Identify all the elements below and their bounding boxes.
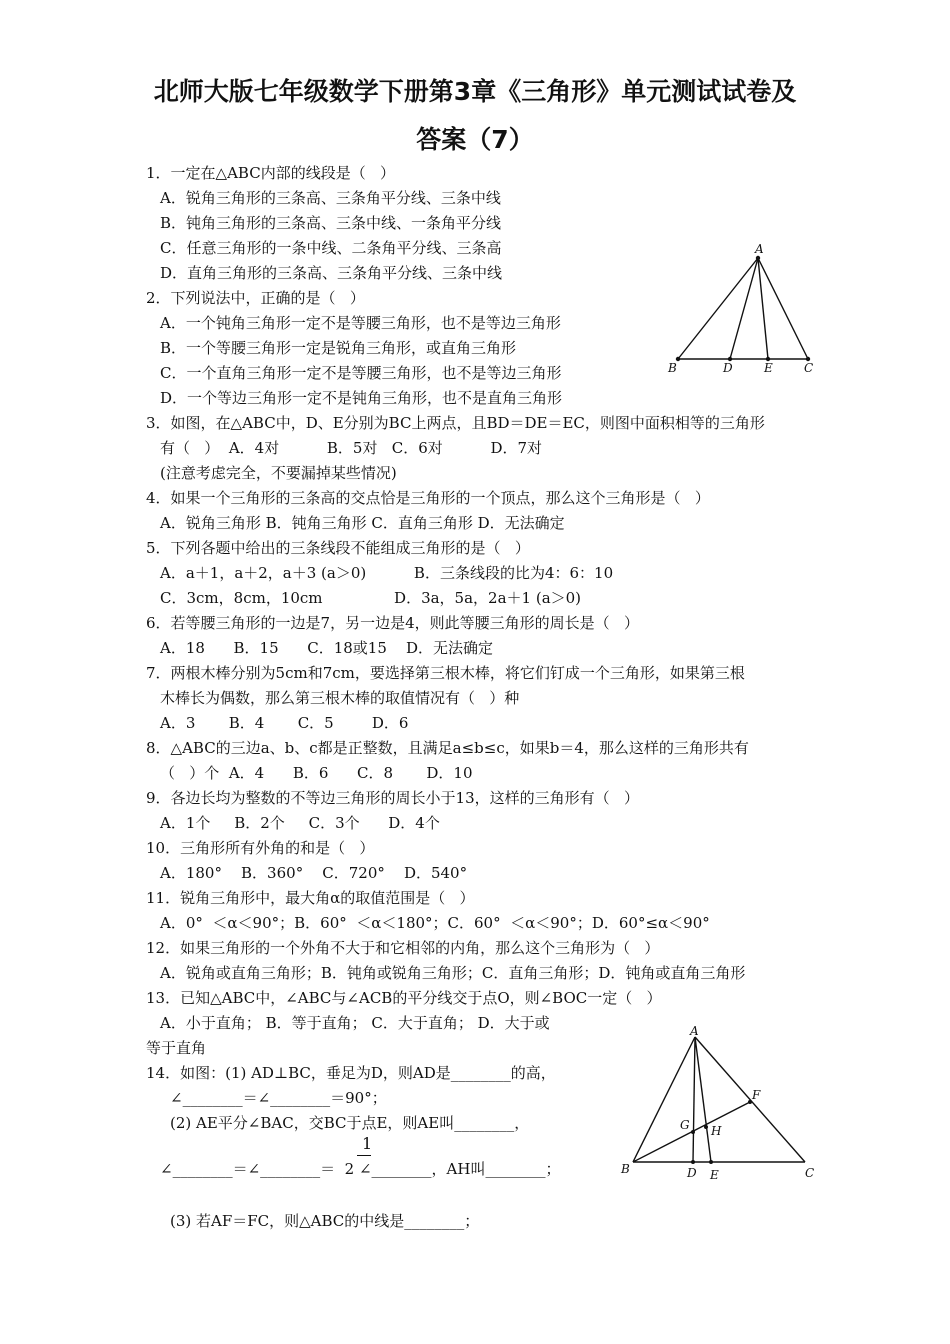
q14-part2: (2) AE平分∠BAC，交BC于点E，则AE叫________， bbox=[170, 1114, 530, 1132]
label-c2: C bbox=[805, 1166, 815, 1180]
question-14: 14．如图：(1) AD⊥BC，垂足为D，则AD是________的高， bbox=[146, 1064, 556, 1082]
label-d: D bbox=[723, 361, 733, 375]
q14-part2-angles: ∠________＝∠________＝ 2 ∠________，AH叫________； bbox=[160, 1160, 561, 1178]
q4-options: A．锐角三角形 B．钝角三角形 C．直角三角形 D．无法确定 bbox=[160, 514, 565, 532]
question-9: 9．各边长均为整数的不等边三角形的周长小于13，这样的三角形有（ ） bbox=[146, 789, 639, 807]
q1-option-c: C．任意三角形的一条中线、二条角平分线、三条高 bbox=[160, 239, 502, 257]
q2-option-c: C．一个直角三角形一定不是等腰三角形，也不是等边三角形 bbox=[160, 364, 562, 382]
q12-options: A．锐角或直角三角形；B．钝角或锐角三角形；C．直角三角形；D．钝角或直角三角形 bbox=[160, 964, 746, 982]
question-3: 3．如图，在△ABC中，D、E分别为BC上两点，且BD＝DE＝EC，则图中面积相等的三角形 bbox=[146, 414, 765, 432]
document-title-line1: 北师大版七年级数学下册第3章《三角形》单元测试试卷及 bbox=[153, 77, 797, 106]
question-8: 8．△ABC的三边a、b、c都是正整数，且满足a≤b≤c，如果b＝4，那么这样的三角形共有 bbox=[146, 739, 749, 757]
label-g2: G bbox=[680, 1118, 690, 1132]
question-7-cont: 木棒长为偶数，那么第三根木棒的取值情况有（ ）种 bbox=[160, 689, 520, 707]
label-a: A bbox=[755, 242, 764, 256]
q10-options: A．180° B．360° C．720° D．540° bbox=[160, 864, 468, 882]
figure-triangle-altitude-bisector-median bbox=[615, 1025, 825, 1185]
q6-options: A．18 B．15 C．18或15 D．无法确定 bbox=[160, 639, 493, 657]
figure-triangle-bde bbox=[660, 238, 830, 378]
document-title-line2: 答案（7） bbox=[416, 125, 534, 154]
fraction-numerator: 1 bbox=[362, 1134, 373, 1153]
q2-option-a: A．一个钝角三角形一定不是等腰三角形，也不是等边三角形 bbox=[160, 314, 561, 332]
question-7: 7．两根木棒分别为5cm和7cm，要选择第三根木棒，将它们钉成一个三角形，如果第三根 bbox=[146, 664, 745, 682]
label-h2: H bbox=[711, 1124, 722, 1138]
q11-options: A．0° ＜α＜90°；B．60° ＜α＜180°；C．60° ＜α＜90°；D．60°≤α＜90° bbox=[160, 914, 710, 932]
q9-options: A．1个 B．2个 C．3个 D．4个 bbox=[160, 814, 440, 832]
question-5: 5．下列各题中给出的三条线段不能组成三角形的是（ ） bbox=[146, 539, 530, 557]
q5-options-ab: A．a＋1，a＋2，a＋3 (a＞0) B．三条线段的比为4：6：10 bbox=[160, 564, 614, 582]
label-b: B bbox=[668, 361, 677, 375]
label-e2: E bbox=[710, 1168, 719, 1182]
label-f2: F bbox=[752, 1088, 761, 1102]
q2-option-b: B．一个等腰三角形一定是锐角三角形，或直角三角形 bbox=[160, 339, 517, 357]
question-11: 11．锐角三角形中，最大角α的取值范围是（ ） bbox=[146, 889, 475, 907]
q5-options-cd: C．3cm，8cm，10cm D．3a，5a，2a＋1 (a＞0) bbox=[160, 589, 582, 607]
q1-option-d: D．直角三角形的三条高、三条角平分线、三条中线 bbox=[160, 264, 503, 282]
label-a2: A bbox=[690, 1025, 699, 1038]
q13-options: A．小于直角； B．等于直角； C．大于直角； D．大于或 bbox=[160, 1014, 550, 1032]
q14-part1-angles: ∠________＝∠________＝90°； bbox=[170, 1089, 387, 1107]
question-12: 12．如果三角形的一个外角不大于和它相邻的内角，那么这个三角形为（ ） bbox=[146, 939, 660, 957]
q7-options: A．3 B．4 C．5 D．6 bbox=[160, 714, 409, 732]
label-b2: B bbox=[621, 1162, 630, 1176]
q1-option-a: A．锐角三角形的三条高、三条角平分线、三条中线 bbox=[160, 189, 501, 207]
q8-options: （ ）个 A．4 B．6 C．8 D．10 bbox=[160, 764, 473, 782]
question-4: 4．如果一个三角形的三条高的交点恰是三角形的一个顶点，那么这个三角形是（ ） bbox=[146, 489, 710, 507]
question-2: 2．下列说法中，正确的是（ ） bbox=[146, 289, 365, 307]
question-10: 10．三角形所有外角的和是（ ） bbox=[146, 839, 375, 857]
q13-options-cont: 等于直角 bbox=[146, 1039, 207, 1057]
q3-note: (注意考虑完全，不要漏掉某些情况) bbox=[160, 464, 397, 482]
q14-part3: (3) 若AF＝FC，则△ABC的中线是________； bbox=[170, 1212, 480, 1230]
q1-option-b: B．钝角三角形的三条高、三条中线、一条角平分线 bbox=[160, 214, 502, 232]
label-d2: D bbox=[687, 1166, 697, 1180]
label-c: C bbox=[804, 361, 814, 375]
question-1: 1．一定在△ABC内部的线段是（ ） bbox=[146, 164, 395, 182]
fraction-bar bbox=[357, 1155, 371, 1156]
label-e: E bbox=[764, 361, 773, 375]
question-13: 13．已知△ABC中，∠ABC与∠ACB的平分线交于点O，则∠BOC一定（ ） bbox=[146, 989, 662, 1007]
q3-options: 有（ ） A．4对 B．5对 C．6对 D．7对 bbox=[160, 439, 543, 457]
question-6: 6．若等腰三角形的一边是7，另一边是4，则此等腰三角形的周长是（ ） bbox=[146, 614, 639, 632]
q2-option-d: D．一个等边三角形一定不是钝角三角形，也不是直角三角形 bbox=[160, 389, 563, 407]
